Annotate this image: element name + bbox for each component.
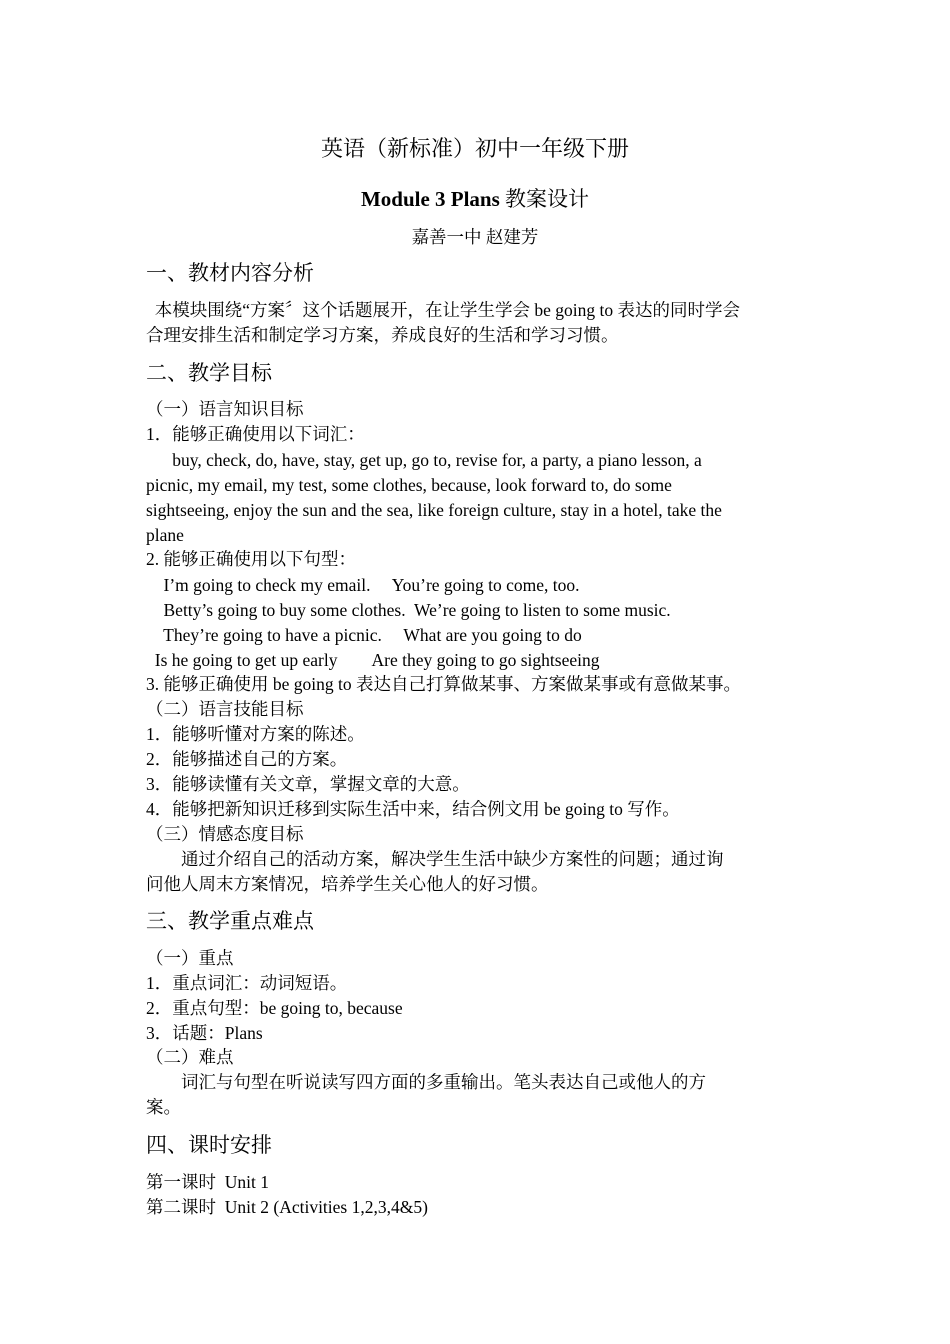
paragraph-line: 案。 — [146, 1097, 181, 1117]
paragraph-line: 通过介绍自己的活动方案，解决学生生活中缺少方案性的问题；通过询 — [146, 849, 724, 869]
subtitle-module: Module 3 Plans — [360, 187, 500, 211]
list-item: 3．能够读懂有关文章，掌握文章的大意。 — [146, 774, 470, 794]
section-heading-4: 四、课时安排 — [146, 1133, 272, 1157]
vocab-line: picnic, my email, my test, some clothes, because, look forward to, do some — [146, 475, 672, 495]
list-item: 1．重点词汇：动词短语。 — [146, 973, 348, 993]
list-item: 1．能够正确使用以下词汇： — [146, 424, 365, 444]
paragraph-line: 本模块围绕“方案〞这个话题展开，在让学生学会 be going to 表达的同时学会 — [146, 300, 741, 320]
example-sentence: They’re going to have a picnic. What are you going to do — [146, 625, 582, 645]
list-item: 2．重点句型：be going to, because — [146, 998, 403, 1018]
subtitle-suffix: 教案设计 — [499, 187, 590, 211]
section-heading-3: 三、教学重点难点 — [146, 909, 314, 933]
vocab-line: plane — [146, 525, 184, 545]
document-title: 英语（新标准）初中一年级下册 — [320, 136, 629, 161]
vocab-line: sightseeing, enjoy the sun and the sea, like foreign culture, stay in a hotel, take the — [146, 500, 722, 520]
schedule-item: 第一课时 Unit 1 — [146, 1172, 269, 1192]
subheading: （二）难点 — [146, 1047, 234, 1067]
list-item: 2．能够描述自己的方案。 — [146, 749, 348, 769]
paragraph-line: 问他人周末方案情况，培养学生关心他人的好习惯。 — [146, 874, 549, 894]
list-item: 4．能够把新知识迁移到实际生活中来，结合例文用 be going to 写作。 — [146, 799, 680, 819]
example-sentence: Betty’s going to buy some clothes. We’re going to listen to some music. — [146, 600, 671, 620]
list-item: 3．话题：Plans — [146, 1023, 263, 1043]
subheading: （三）情感态度目标 — [146, 824, 304, 844]
author-line: 嘉善一中 赵建芳 — [411, 227, 539, 247]
vocab-line: buy, check, do, have, stay, get up, go to, revise for, a party, a piano lesson, a — [146, 450, 702, 470]
list-item: 3. 能够正确使用 be going to 表达自己打算做某事、方案做某事或有意做某事。 — [146, 674, 741, 694]
list-item: 1．能够听懂对方案的陈述。 — [146, 724, 365, 744]
subheading: （一）语言知识目标 — [146, 399, 304, 419]
list-item: 2. 能够正确使用以下句型： — [146, 549, 356, 569]
paragraph-line: 合理安排生活和制定学习方案，养成良好的生活和学习习惯。 — [146, 325, 619, 345]
section-heading-2: 二、教学目标 — [146, 361, 272, 385]
subheading: （二）语言技能目标 — [146, 699, 304, 719]
example-sentence: Is he going to get up early Are they going to go sightseeing — [146, 650, 600, 670]
subheading: （一）重点 — [146, 948, 234, 968]
schedule-item: 第二课时 Unit 2 (Activities 1,2,3,4&5) — [146, 1197, 428, 1217]
paragraph-line: 词汇与句型在听说读写四方面的多重输出。笔头表达自己或他人的方 — [146, 1072, 706, 1092]
example-sentence: I’m going to check my email. You’re going to come, too. — [146, 575, 580, 595]
document-subtitle — [0, 184, 950, 214]
section-heading-1: 一、教材内容分析 — [146, 261, 314, 285]
